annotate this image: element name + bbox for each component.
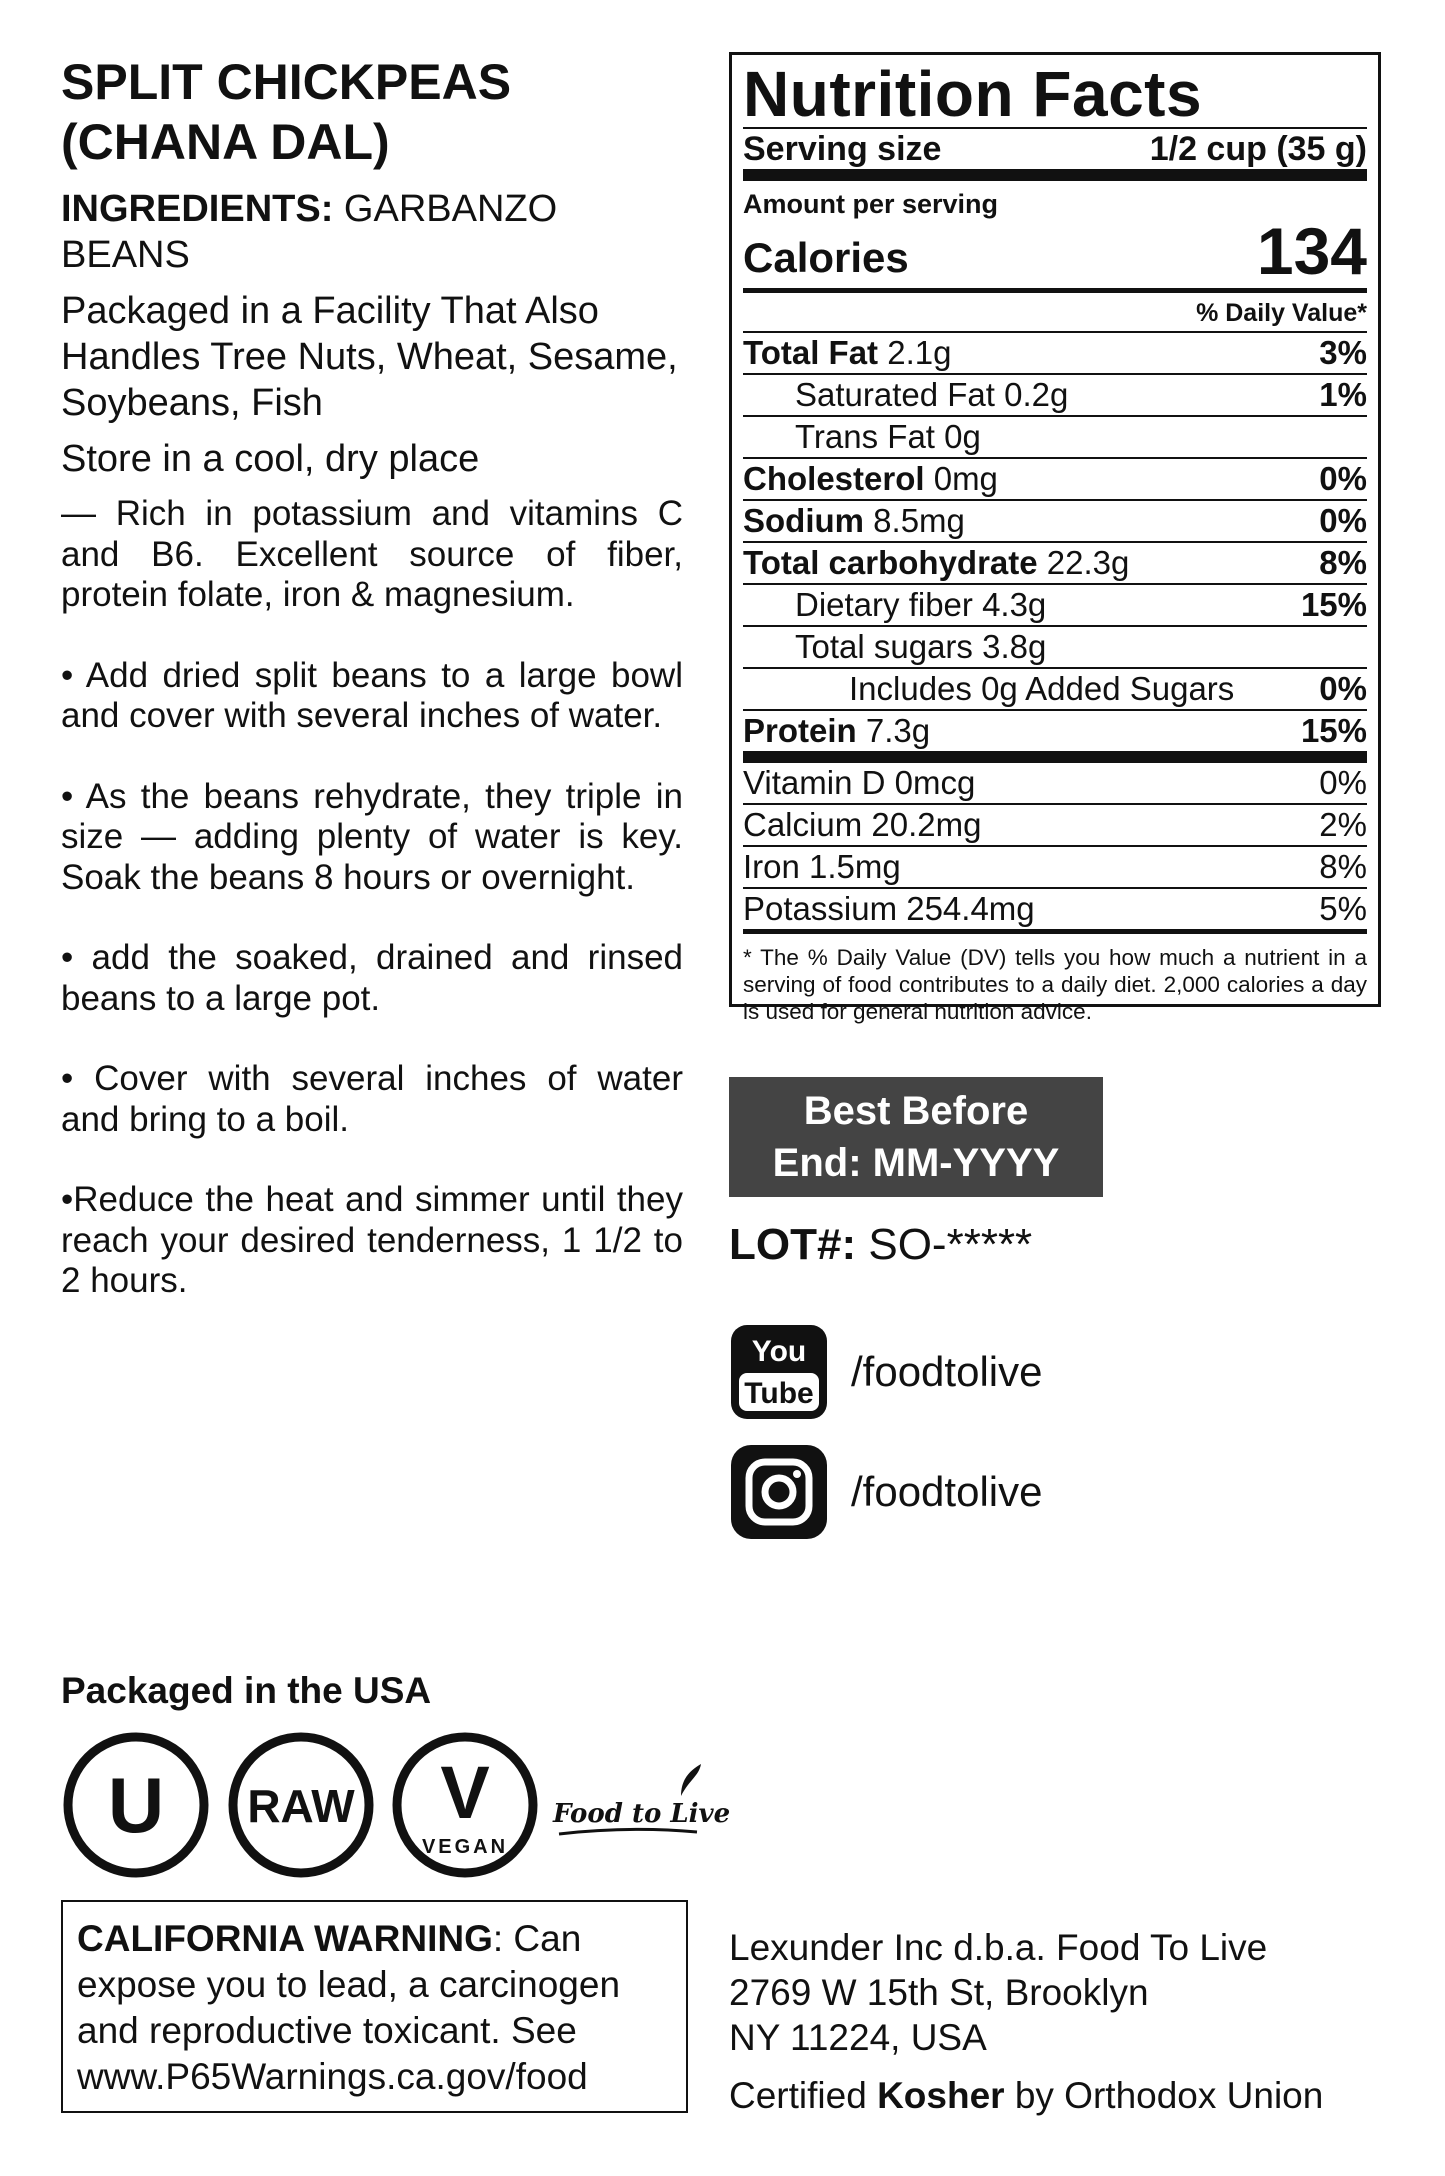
nutrient-row: Total Fat 2.1g 3% — [743, 331, 1367, 373]
svg-text:VEGAN: VEGAN — [421, 1836, 509, 1858]
prep-step: •Reduce the heat and simmer until they reach your desired tenderness, 1 1/2 to 2 hours. — [61, 1180, 683, 1300]
daily-value-footnote: * The % Daily Value (DV) tells you how much a nutrient in a serving of food contributes to a daily diet. 2,000 calories a day is used for general nutrition advice. — [743, 945, 1367, 1024]
nutrient-row: Saturated Fat 0.2g 1% — [743, 373, 1367, 415]
certification-logos — [61, 1730, 731, 1880]
nutrition-facts-panel — [729, 52, 1381, 1024]
instagram-handle[interactable]: /foodtolive — [851, 1468, 1043, 1515]
nutrient-row: Includes 0g Added Sugars 0% — [743, 667, 1367, 709]
best-before-box: Best Before End: MM-YYYY — [729, 1077, 1103, 1197]
product-title: SPLIT CHICKPEAS (CHANA DAL) — [61, 54, 512, 170]
product-info — [61, 52, 683, 1342]
youtube-handle[interactable]: /foodtolive — [851, 1348, 1043, 1395]
prep-step: • add the soaked, drained and rinsed beans to a large pot. — [61, 938, 683, 1018]
prep-step: • As the beans rehydrate, they triple in size — adding plenty of water is key. Soak the beans 8 hours or overnight. — [61, 776, 683, 897]
amount-per-serving: Amount per serving — [743, 189, 999, 219]
svg-text:Food to Live: Food to Live — [553, 1799, 731, 1829]
svg-text:Tube: Tube — [744, 1377, 814, 1410]
vitamin-row: Vitamin D 0mcg 0% — [743, 764, 1367, 801]
california-warning: CALIFORNIA WARNING: Can expose you to lead, a carcinogen and reproductive toxicant. See www.P65Warnings.ca.gov/food — [61, 1900, 688, 2113]
nutrition-facts-title: Nutrition Facts — [743, 58, 1203, 130]
packaged-in-usa: Packaged in the USA — [61, 1670, 432, 1711]
vitamin-row: Potassium 254.4mg 5% — [743, 887, 1367, 929]
serving-size: Serving size 1/2 cup (35 g) — [743, 130, 1367, 168]
nutrient-row: Dietary fiber 4.3g 15% — [743, 583, 1367, 625]
nutrient-row: Trans Fat 0g — [743, 415, 1367, 457]
prep-step: • Cover with several inches of water and bring to a boil. — [61, 1059, 683, 1139]
daily-value-header: % Daily Value* — [1196, 299, 1367, 327]
nutrient-row: Cholesterol 0mg 0% — [743, 457, 1367, 499]
nutrient-row: Total sugars 3.8g — [743, 625, 1367, 667]
ingredients-label: INGREDIENTS: — [61, 188, 334, 230]
storage-instructions: Store in a cool, dry place — [61, 438, 480, 480]
nutrient-row: Sodium 8.5mg 0% — [743, 499, 1367, 541]
svg-text:V: V — [440, 1751, 490, 1834]
youtube-icon — [729, 1323, 829, 1421]
allergen-statement: Packaged in a Facility That Also Handles Tree Nuts, Wheat, Sesame, Soybeans, Fish — [61, 290, 678, 424]
nutrient-row: Total carbohydrate 22.3g 8% — [743, 541, 1367, 583]
ou-kosher-icon — [61, 1730, 211, 1880]
prep-step: • Add dried split beans to a large bowl and cover with several inches of water. — [61, 655, 683, 735]
calories-row: Calories 134 — [743, 214, 1367, 288]
food-to-live-logo — [549, 1750, 731, 1860]
vitamin-row: Calcium 20.2mg 2% — [743, 803, 1367, 845]
instagram-icon — [729, 1443, 829, 1541]
instagram-link[interactable] — [729, 1443, 1042, 1541]
vegan-icon — [385, 1730, 545, 1880]
svg-text:RAW: RAW — [247, 1780, 355, 1832]
lot-number: LOT#: SO-***** — [729, 1220, 1033, 1269]
calories-value: 134 — [1256, 214, 1367, 288]
ingredients — [61, 186, 683, 278]
preparation-text — [61, 494, 683, 1302]
kosher-certification: Certified Kosher by Orthodox Union — [729, 2075, 1324, 2116]
nutrient-row: Protein 7.3g 15% — [743, 709, 1367, 751]
svg-text:U: U — [107, 1761, 165, 1849]
svg-text:You: You — [751, 1335, 807, 1368]
youtube-link[interactable] — [729, 1323, 1042, 1421]
raw-icon — [221, 1730, 381, 1880]
ingredients-value: GARBANZO BEANS — [61, 188, 558, 276]
company-address: Lexunder Inc d.b.a. Food To Live 2769 W 15th St, Brooklyn NY 11224, USA — [729, 1927, 1268, 2058]
benefits-text: — Rich in potassium and vitamins C and B6. Excellent source of fiber, protein folate, iron & magnesium. — [61, 494, 683, 614]
vitamin-row: Iron 1.5mg 8% — [743, 845, 1367, 887]
